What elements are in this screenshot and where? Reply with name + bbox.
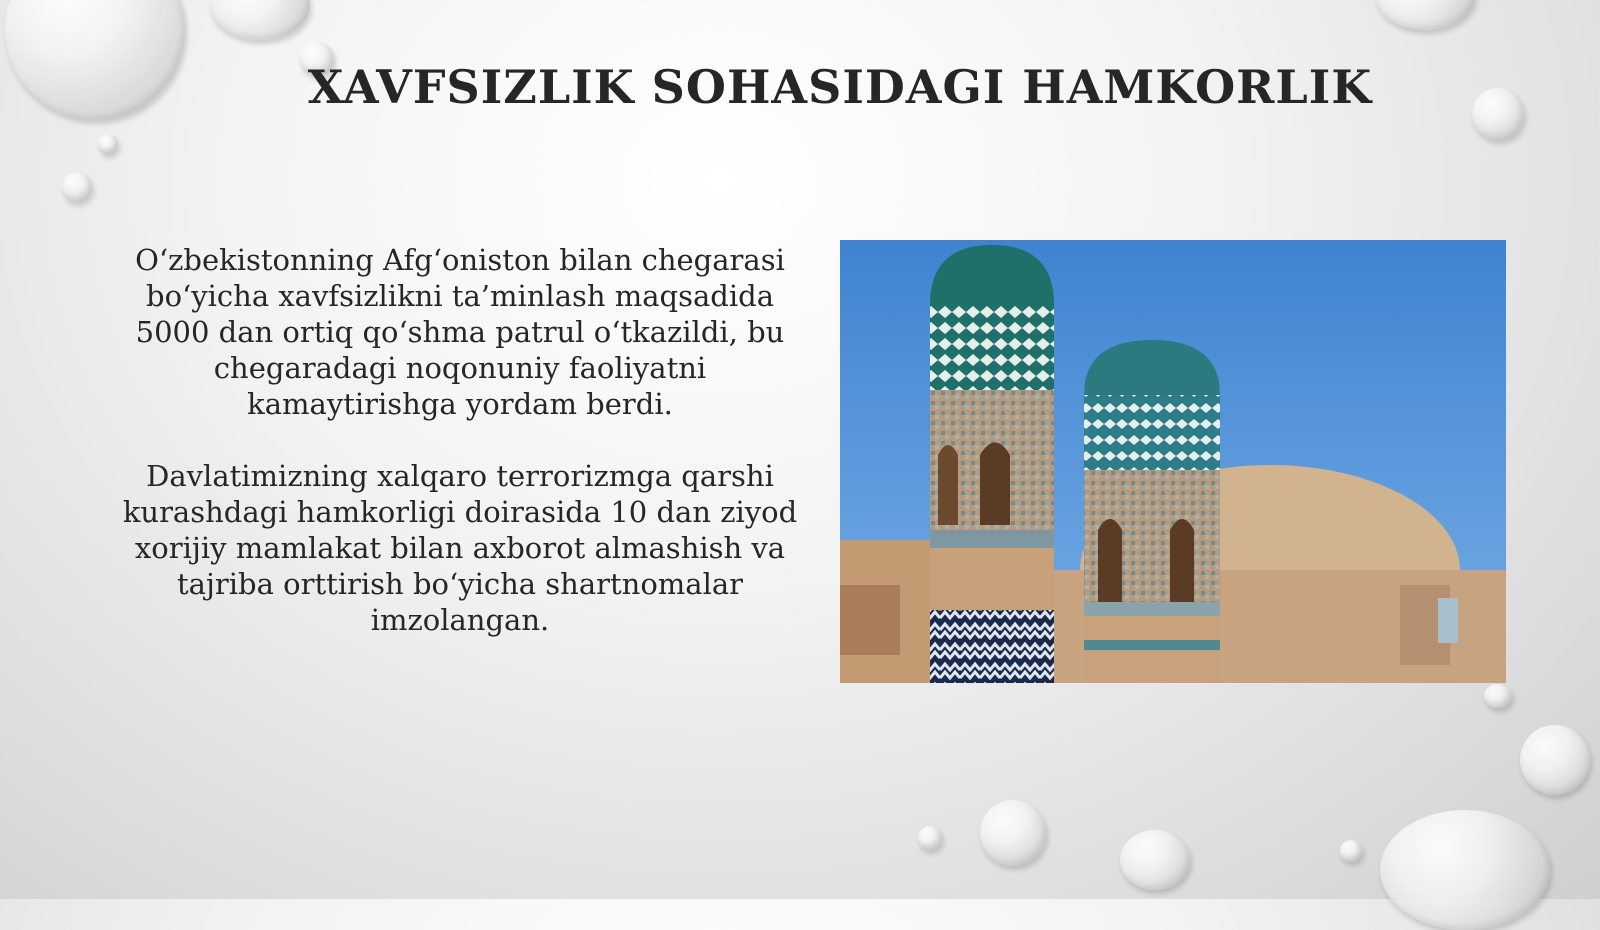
slide-title: XAVFSIZLIK SOHASIDAGI HAMKORLIK [307, 60, 1373, 114]
water-drop [980, 800, 1046, 866]
water-drop [1380, 810, 1550, 930]
water-drop [1520, 725, 1590, 795]
slide-body [110, 242, 810, 674]
minarets-illustration [840, 240, 1506, 683]
water-drop [210, 0, 310, 40]
water-drop [98, 134, 118, 154]
water-drop [1375, 0, 1475, 30]
water-drop [5, 0, 185, 120]
water-drop [918, 826, 942, 850]
water-drop [1484, 684, 1512, 708]
water-drop [62, 172, 92, 202]
minarets-photo [840, 240, 1506, 683]
paragraph-border-patrol: O‘zbekistonning Afg‘oniston bilan chegarasi bo‘yicha xavfsizlikni ta’minlash maqsadida 5000 dan ortiq qo‘shma patrul o‘tkazildi, bu chegaradagi noqonuniy faoliyatni kamaytirishga yordam berdi. [135, 243, 785, 421]
water-drop [1340, 840, 1362, 862]
paragraph-terrorism-cooperation: Davlatimizning xalqaro terrorizmga qarshi kurashdagi hamkorligi doirasida 10 dan ziyod xorijiy mamlakat bilan axborot almashish va tajriba orttirish bo‘yicha shartnomalar imzolangan. [122, 459, 798, 637]
water-drop [1472, 88, 1524, 140]
water-drop [1120, 830, 1190, 890]
